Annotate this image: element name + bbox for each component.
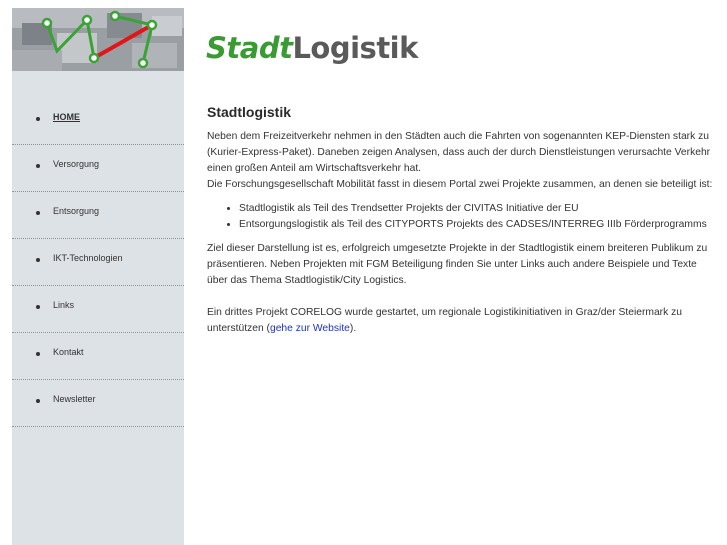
bullet-icon [36, 117, 40, 121]
bullet-icon [36, 305, 40, 309]
bullet-icon [36, 211, 40, 215]
nav-item-newsletter [12, 380, 184, 427]
nav-link-home[interactable]: HOME [53, 112, 80, 122]
website-link[interactable]: gehe zur Website [269, 323, 350, 334]
header-city-image [12, 8, 184, 71]
logo-text-stadt: Stadt [206, 31, 293, 65]
site-logo[interactable] [206, 28, 418, 68]
bullet-icon [36, 258, 40, 262]
nav-item-links [12, 286, 184, 333]
main-content [207, 100, 719, 337]
sidebar-nav [12, 71, 184, 545]
nav-link-newsletter[interactable]: Newsletter [53, 394, 96, 404]
nav-item-home [12, 98, 184, 145]
nav-item-versorgung [12, 145, 184, 192]
page-title: Stadtlogistik [207, 104, 292, 120]
logo-text-logistik: Logistik [292, 31, 418, 65]
bullet-icon [36, 399, 40, 403]
intro-paragraph: Neben dem Freizeitverkehr nehmen in den Städten auch die Fahrten von sogenannten KEP-Diensten stark zu (Kurier-Express-Paket). Daneben zeigen Analysen, dass auch der durch Dienstleistungen verursachte Verkehr einen großen Anteil am Wirtschaftsverkehr hat. [207, 131, 711, 174]
portal-paragraph: Die Forschungsgesellschaft Mobilität fasst in diesem Portal zwei Projekte zusammen, an denen sie beteiligt ist: [207, 179, 713, 190]
nav-link-ikt-technologien[interactable]: IKT-Technologien [53, 253, 123, 263]
list-item: • Entsorgungslogistik als Teil des CITYPORTS Projekts des CADSES/INTERREG IIIb Förderprogramms [239, 217, 719, 233]
project-list [207, 201, 719, 233]
nav-item-ikt-technologien [12, 239, 184, 286]
nav-link-links[interactable]: Links [53, 300, 75, 310]
nav-link-versorgung[interactable]: Versorgung [53, 159, 100, 169]
nav-link-kontakt[interactable]: Kontakt [53, 347, 84, 357]
corelog-paragraph [207, 305, 719, 337]
bullet-icon [36, 352, 40, 356]
list-item: • Stadtlogistik als Teil des Trendsetter Projekts der CIVITAS Initiative der EU [239, 201, 719, 217]
nav-link-entsorgung[interactable]: Entsorgung [53, 206, 100, 216]
nav-item-kontakt [12, 333, 184, 380]
bullet-icon [36, 164, 40, 168]
corelog-text-end: ). [349, 323, 357, 334]
corelog-text: Ein drittes Projekt CORELOG wurde gestartet, um regionale Logistikinitiativen in Graz/der Steiermark zu unterstützen ( [207, 307, 682, 334]
nav-item-entsorgung [12, 192, 184, 239]
goal-paragraph: Ziel dieser Darstellung ist es, erfolgreich umgesetzte Projekte in der Stadtlogistik einem breiteren Publikum zu präsentieren. Neben Projekten mit FGM Beteiligung finden Sie unter Links auch andere Beispiele und Texte über das Thema Stadtlogistik/City Logistics. [207, 243, 708, 286]
